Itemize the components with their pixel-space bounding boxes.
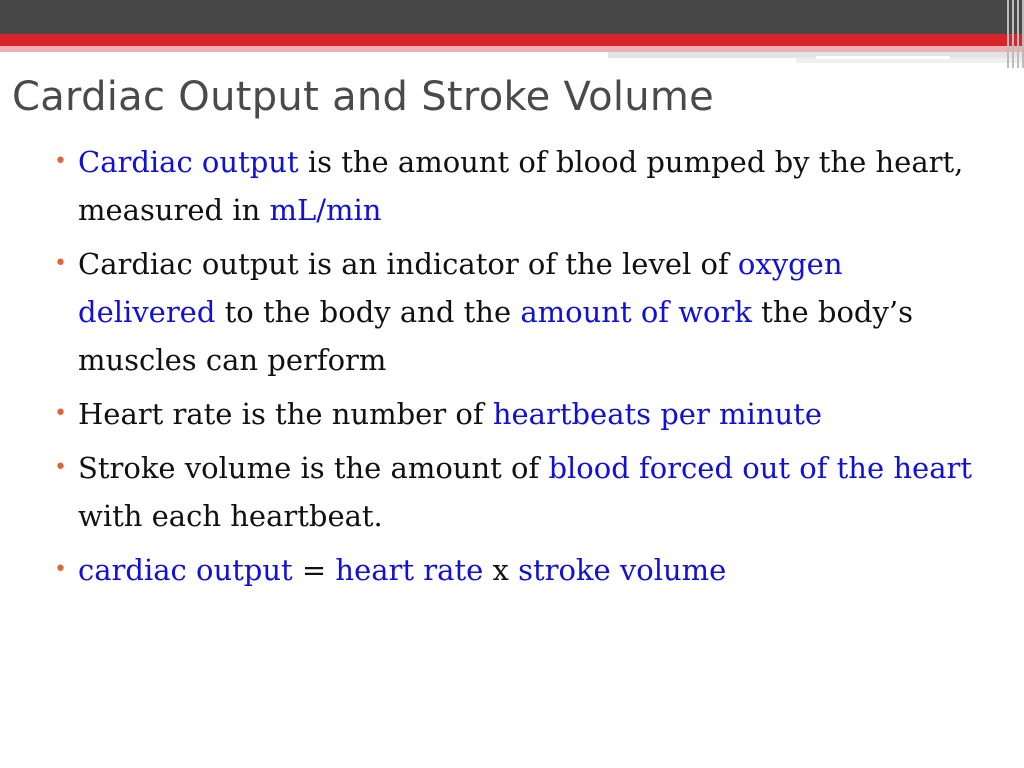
- bullet-highlight-text: Cardiac output: [78, 145, 299, 179]
- bullet-highlight-text: heart rate: [335, 553, 484, 587]
- bullet-text: to the body and the: [215, 295, 521, 329]
- bullet-text: =: [292, 553, 336, 587]
- bullet-item: [52, 546, 972, 594]
- header-stripes: [994, 0, 1024, 68]
- header-stripe: [1007, 0, 1009, 68]
- bullet-dot-icon: •: [54, 455, 67, 480]
- bullet-text: Stroke volume is the amount of: [78, 451, 549, 485]
- bullet-text: with each heartbeat.: [78, 499, 383, 533]
- bullet-highlight-text: heartbeats per minute: [492, 397, 822, 431]
- bullet-item: [52, 138, 972, 234]
- bullet-item: [52, 240, 972, 384]
- bullet-highlight-text: mL/min: [269, 193, 382, 227]
- bullet-dot-icon: •: [54, 149, 67, 174]
- slide-title: Cardiac Output and Stroke Volume: [12, 74, 715, 120]
- header-red-band: [0, 34, 1024, 46]
- header-stripe: [1017, 0, 1019, 68]
- header-stripe: [1012, 0, 1014, 68]
- header-divider-line: [816, 56, 950, 59]
- bullet-dot-icon: •: [54, 251, 67, 276]
- bullet-highlight-text: blood forced out of the heart: [548, 451, 973, 485]
- bullet-dot-icon: •: [54, 557, 67, 582]
- bullet-highlight-text: oxygen delivered: [78, 247, 843, 329]
- bullet-text: is the amount of blood pumped by the heart, measured in: [78, 145, 964, 227]
- bullet-text: x: [483, 553, 519, 587]
- bullet-item: [52, 444, 972, 540]
- header-dark-band: [0, 0, 1024, 34]
- bullet-highlight-text: cardiac output: [78, 553, 293, 587]
- bullet-text: the body’s muscles can perform: [78, 295, 913, 377]
- bullet-dot-icon: •: [54, 401, 67, 426]
- bullet-highlight-text: amount of work: [520, 295, 752, 329]
- bullet-list: [52, 138, 972, 600]
- bullet-highlight-text: stroke volume: [518, 553, 727, 587]
- bullet-text: Heart rate is the number of: [78, 397, 493, 431]
- bullet-text: Cardiac output is an indicator of the level of: [78, 247, 738, 281]
- bullet-item: [52, 390, 972, 438]
